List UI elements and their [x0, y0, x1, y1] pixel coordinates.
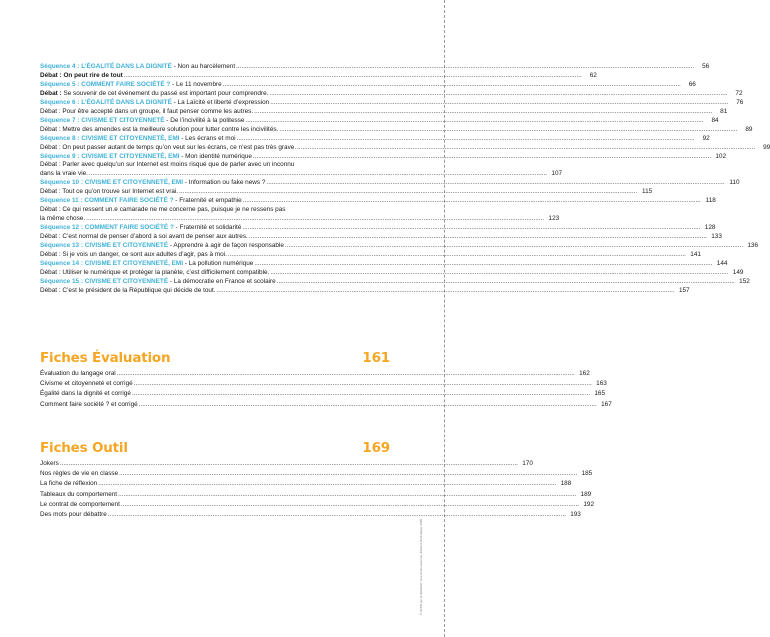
debate-title-continued: la même chose.: [40, 215, 86, 223]
sequence-title: - De l’incivilité à la politesse: [164, 116, 245, 124]
toc-entry[interactable]: [40, 80, 696, 90]
page-number: 165: [594, 390, 606, 398]
toc-entry[interactable]: [40, 251, 701, 260]
toc-entry[interactable]: [40, 215, 560, 224]
toc-entry[interactable]: [40, 197, 716, 206]
section-title: Fiches Outil: [40, 440, 128, 456]
sequence-title: - La démocratie en France et scolaire: [168, 277, 276, 285]
section-heading-evaluation[interactable]: [40, 350, 390, 366]
page-number: 66: [688, 80, 696, 88]
debate-title: Débat : C’est normal de penser d’abord à soi avant de penser aux autres.: [40, 233, 248, 241]
item-title: Tableaux du comportement: [40, 490, 118, 498]
debate-title: Débat : Ce qui ressent un.e camarade ne me concerne pas, puisque je ne ressens pas: [40, 206, 286, 214]
list-item[interactable]: [40, 500, 595, 510]
sequence-label: Séquence 8 : CIVISME ET CITOYENNETÉ, EMI: [40, 134, 180, 142]
page-number: 141: [690, 251, 701, 259]
page-number: 128: [704, 224, 716, 232]
sequence-label: Séquence 14 : CIVISME ET CITOYENNETÉ, EMI: [40, 259, 183, 267]
toc-entry[interactable]: [40, 233, 722, 242]
debate-title: Débat : Si je vois un danger, ce sont aux adultes d’agir, pas à moi.: [40, 251, 227, 259]
list-item[interactable]: [40, 400, 612, 410]
debate-title-continued: dans la vraie vie.: [40, 170, 88, 178]
debate-label: Débat :: [40, 71, 64, 79]
page-number: 81: [720, 107, 728, 115]
item-title: Jokers: [40, 460, 59, 467]
toc-entry[interactable]: [40, 259, 728, 269]
item-title: Égalité dans la dignité et corrigé: [40, 390, 131, 398]
toc-entry[interactable]: [40, 188, 653, 197]
item-title: La fiche de réflexion: [40, 480, 98, 488]
sequence-label: Séquence 7 : CIVISME ET CITOYENNETÉ: [40, 116, 165, 124]
sequence-label: Séquence 4 : L’ÉGALITÉ DANS LA DIGNITÉ: [40, 63, 172, 70]
page-number: 152: [739, 277, 750, 285]
page-number: 89: [745, 125, 753, 133]
toc-entry[interactable]: [40, 242, 759, 251]
page-number: 193: [570, 511, 581, 519]
page-number: 149: [732, 268, 744, 276]
toc-entry[interactable]: [40, 107, 728, 117]
item-title: Le contrat de comportement: [40, 500, 120, 508]
debate-title: Débat : On peut passer autant de temps qu’on veut sur les écrans, ce n’est pas très grave.: [40, 143, 297, 151]
section-title: Fiches Évaluation: [40, 350, 171, 366]
page-number: 136: [747, 242, 759, 250]
toc-entry[interactable]: [40, 71, 597, 81]
toc-entry[interactable]: [40, 63, 710, 72]
sequence-title: - La Laïcité et liberté d’expression: [171, 98, 270, 106]
section-heading-outil[interactable]: [40, 440, 390, 456]
list-item[interactable]: [40, 469, 593, 479]
item-title: Civisme et citoyenneté et corrigé: [40, 380, 133, 388]
page-number: 123: [548, 215, 560, 223]
toc-entry[interactable]: [40, 179, 740, 188]
toc-entry[interactable]: [40, 224, 716, 233]
page-number: 162: [579, 370, 590, 377]
debate-title: Se souvenir de cet événement du passé est important pour comprendre.: [63, 89, 269, 97]
list-item[interactable]: [40, 389, 606, 399]
section-page-number: 161: [362, 350, 390, 366]
toc-entry[interactable]: [40, 134, 710, 144]
page-number: 56: [702, 63, 710, 70]
sequence-label: Séquence 5 : COMMENT FAIRE SOCIÉTÉ ?: [40, 80, 171, 88]
outil-list: [40, 459, 595, 520]
page-number: 118: [705, 197, 716, 205]
page-number: 72: [735, 89, 743, 97]
toc-entry[interactable]: [40, 152, 727, 162]
toc-entry[interactable]: [40, 277, 750, 287]
page-number: 163: [596, 380, 607, 388]
item-title: Évaluation du langage oral: [40, 370, 116, 377]
page-number: 144: [716, 259, 728, 267]
list-item[interactable]: [40, 490, 592, 500]
toc-entry[interactable]: [40, 89, 743, 99]
debate-title: Débat : C’est le président de la République qui décide de tout.: [40, 286, 216, 294]
sequence-title: - Les écrans et moi: [179, 134, 236, 142]
section-page-number: 169: [362, 440, 390, 456]
page-number: 188: [560, 480, 572, 488]
toc-entry[interactable]: [40, 143, 770, 153]
page-number: 185: [581, 470, 593, 478]
item-title: Nos règles de vie en classe: [40, 470, 119, 478]
sequence-label: Séquence 10 : CIVISME ET CITOYENNETÉ, EMI: [40, 179, 183, 187]
debate-title: Débat : Parler avec quelqu’un sur Internet est moins risqué que de parler avec un inconnu: [40, 161, 295, 169]
sequence-label: Séquence 12 : COMMENT FAIRE SOCIÉTÉ ?: [40, 224, 174, 232]
list-item[interactable]: [40, 459, 533, 469]
page-number: 133: [711, 233, 722, 241]
debate-label: Débat :: [40, 89, 64, 97]
sequence-title: - Fraternité et empathie: [173, 197, 242, 205]
sequence-label: Séquence 11 : COMMENT FAIRE SOCIÉTÉ ?: [40, 197, 174, 205]
list-item[interactable]: [40, 510, 581, 520]
sequence-title: - La pollution numérique: [183, 259, 254, 267]
page-number: 192: [583, 500, 595, 508]
sequence-label: Séquence 13 : CIVISME ET CITOYENNETÉ: [40, 242, 169, 250]
list-item[interactable]: [40, 379, 607, 389]
page-number: 157: [678, 286, 690, 294]
page-number: 76: [736, 98, 744, 106]
page-number: 107: [551, 170, 563, 178]
list-item[interactable]: [40, 369, 590, 379]
page-number: 62: [589, 71, 597, 79]
toc-entry[interactable]: [40, 268, 744, 278]
sequence-title: - Non au harcèlement: [171, 63, 236, 70]
debate-title: Débat : Mettre des amendes est la meilleure solution pour lutter contre les incivilités.: [40, 125, 279, 133]
sequence-title: - Fraternité et solidarité: [173, 224, 242, 232]
page-number: 99: [763, 143, 770, 151]
page-number: 167: [601, 400, 612, 408]
page-number: 84: [711, 116, 719, 124]
item-title: Des mots pour débattre: [40, 511, 107, 519]
sequence-label: Séquence 15 : CIVISME ET CITOYENNETÉ: [40, 277, 169, 285]
page-number: 110: [729, 179, 740, 187]
page-number: 92: [702, 134, 710, 142]
sequence-title: - Le 11 novembre: [170, 80, 222, 88]
sequence-label: Séquence 9 : CIVISME ET CITOYENNETÉ, EMI: [40, 152, 180, 160]
page-number: 189: [580, 490, 592, 498]
sequence-title: - Mon identité numérique: [179, 152, 252, 160]
sequence-title: - Apprendre à agir de façon responsable: [168, 242, 284, 250]
item-title: Comment faire société ? et corrigé: [40, 400, 138, 408]
sequence-title: - Information ou fake news ?: [183, 179, 266, 187]
list-item[interactable]: [40, 479, 572, 489]
sequence-label: Séquence 6 : L’ÉGALITÉ DANS LA DIGNITÉ: [40, 98, 172, 106]
page-number: 170: [522, 460, 533, 467]
toc-entry[interactable]: [40, 125, 753, 135]
debate-title: Débat : Pour être accepté dans un groupe, il faut penser comme les autres.: [40, 107, 254, 115]
evaluation-list: [40, 369, 612, 410]
debate-title: On peut rire de tout: [63, 71, 123, 79]
toc-entry[interactable]: [40, 116, 719, 126]
debate-title: Débat : Tout ce qu’on trouve sur Internet est vrai.: [40, 188, 179, 196]
page-number: 115: [641, 188, 653, 196]
toc-entry[interactable]: [40, 98, 744, 108]
copyright-notice: © SFPR par le SEDRAP, tous droits réservés, Éditions Retz-Mayer 2025: [419, 518, 423, 615]
table-of-contents: [40, 63, 770, 296]
page-number: 102: [715, 152, 727, 160]
toc-entry[interactable]: [40, 286, 690, 296]
debate-title: Débat : Utiliser le numérique et protéger la planète, c’est difficilement compatible.: [40, 268, 270, 276]
